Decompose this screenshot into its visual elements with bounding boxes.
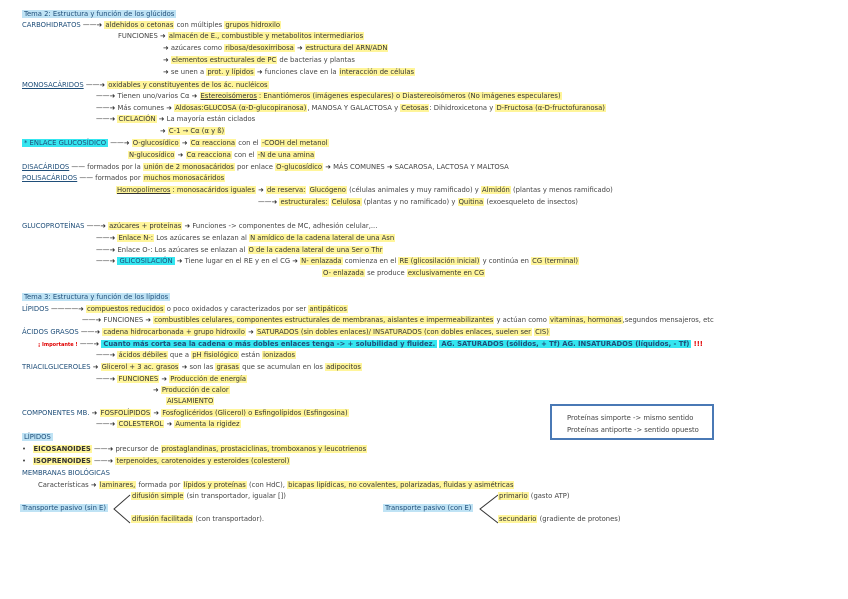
mono-row-3: ——➜ Más comunes ➜ Aldosas:GLUCOSA (α-D-glucopiranosa), MANOSA Y GALACTOSA y Cetosas: Dihidroxicetona y D-Fructosa (α-D-fructofuranosa) bbox=[96, 104, 605, 112]
lipidos-row: LÍPIDOS ————➜ compuestos reducidos o poco oxidados y caracterizados por ser antipáticos bbox=[22, 305, 347, 313]
triacilgliceroles-label: TRIACILGLICEROLES bbox=[22, 363, 91, 371]
arrow-icon: ➜ bbox=[160, 127, 166, 135]
acidos-grasos-row: ÁCIDOS GRASOS ——➜ cadena hidrocarbonada + grupo hidroxilo ➜ SATURADOS (sin dobles enlaces)/ INSATURADOS (con dobles enlaces, suelen ser CIS) bbox=[22, 328, 549, 336]
arrow-icon: ——➜ bbox=[82, 316, 102, 324]
arrow-icon: ——➜ bbox=[258, 198, 278, 206]
arrow-icon: ➜ bbox=[166, 420, 173, 428]
triacilgliceroles-row: TRIACILGLICEROLES ➜ Glicerol + 3 ac. grasos ➜ son las grasas que se acumulan en los adipocitos bbox=[22, 363, 361, 371]
mono-row-5: ➜ C-1 → Cα (α y ß) bbox=[160, 127, 225, 135]
bullet-icon: • bbox=[22, 445, 31, 453]
lipidos-label: LÍPIDOS bbox=[22, 305, 49, 313]
func-row-4: ➜ se unen a prot. y lípidos ➜ funciones clave en la interacción de células bbox=[163, 68, 415, 76]
disacaridos-label: DISACÁRIDOS bbox=[22, 163, 70, 171]
arrow-icon: ➜ bbox=[176, 257, 183, 265]
gluco-row-5: O- enlazada se produce exclusivamente en CG bbox=[323, 269, 485, 277]
carbohidratos-label: CARBOHIDRATOS bbox=[22, 21, 81, 29]
arrow-icon: ➜ bbox=[258, 186, 264, 194]
arrow-icon: ➜ bbox=[163, 56, 169, 64]
arrow-icon: ➜ bbox=[181, 139, 188, 147]
arrow-icon: ——➜ bbox=[82, 21, 103, 29]
gluco-row-4: ——➜ GLICOSILACIÓN ➜ Tiene lugar en el RE y en el CG ➜ N- enlazada comienza en el RE (glicosilación inicial) y continúa en CG (terminal) bbox=[96, 257, 579, 265]
polisacaridos-label: POLISACÁRIDOS bbox=[22, 174, 78, 182]
arrow-icon: ——➜ bbox=[93, 457, 114, 465]
arrow-icon: ➜ bbox=[92, 363, 99, 371]
arrow-icon: ➜ bbox=[158, 115, 165, 123]
arrow-icon: ➜ bbox=[91, 409, 98, 417]
glucoproteinas-row: GLUCOPROTEÍNAS ——➜ azúcares + proteínas ➜ Funciones -> componentes de MC, adhesión celular,... bbox=[22, 222, 378, 230]
isoprenoides-row: • ISOPRENOIDES ——➜ terpenoides, carotenoides y esteroides (colesterol) bbox=[22, 457, 290, 465]
branch-bracket-icon bbox=[112, 492, 132, 526]
arrow-icon: ➜ bbox=[177, 151, 184, 159]
func-row-2: ➜ azúcares como ribosa/desoxirribosa ➜ estructura del ARN/ADN bbox=[163, 44, 388, 52]
componentes-mb-row: COMPONENTES MB. ➜ FOSFOLÍPIDOS ➜ Fosfoglicéridos (Glicerol) o Esfingolípidos (Esfingosina) bbox=[22, 409, 348, 417]
monosacaridos-label: MONOSACÁRIDOS bbox=[22, 81, 84, 89]
tema2-title: Tema 2: Estructura y función de los glúcidos bbox=[24, 10, 175, 18]
arrow-icon: ➜ bbox=[181, 363, 188, 371]
difusion-simple-row: difusión simple (sin transportador, igualar []) bbox=[132, 492, 286, 500]
arrow-icon: ➜ bbox=[163, 68, 169, 76]
arrow-icon: ——➜ bbox=[96, 234, 116, 242]
enlace-row-2: N-glucosídico ➜ Cα reacciona con el -N de una amina bbox=[129, 151, 315, 159]
arrow-icon: ➜ bbox=[325, 163, 331, 171]
arrow-icon: ➜ bbox=[153, 386, 159, 394]
tg-funciones-row: ——➜ FUNCIONES ➜ Producción de energía bbox=[96, 375, 247, 383]
arrow-icon: ➜ bbox=[163, 44, 169, 52]
lipidos-funciones-row: ——➜ FUNCIONES ➜ combustibles celulares, componentes estructurales de membranas, aislantes e impermeabilizantes y actúan como vitaminas, hormonas,segundos mensajeros, etc bbox=[82, 316, 714, 324]
componentes-mb-row-2: ——➜ COLESTEROL ➜ Aumenta la rigidez bbox=[96, 420, 240, 428]
glucoproteinas-label: GLUCOPROTEÍNAS bbox=[22, 222, 85, 230]
branch-bracket-icon bbox=[478, 492, 500, 526]
antiporte-line: Proteínas antiporte -> sentido opuesto bbox=[567, 426, 699, 434]
arrow-icon: ➜ bbox=[153, 409, 160, 417]
bullet-icon: • bbox=[22, 457, 31, 465]
arrow-icon: ——➜ bbox=[96, 104, 116, 112]
carbohidratos-row: CARBOHIDRATOS ——➜ aldehidos o cetonas con múltiples grupos hidroxilo bbox=[22, 21, 281, 29]
arrow-icon: ➜ bbox=[386, 163, 393, 171]
tema3-title: Tema 3: Estructura y función de los lípidos bbox=[24, 293, 169, 301]
arrow-icon: ➜ bbox=[256, 68, 263, 76]
arrow-icon: ——➜ bbox=[96, 115, 116, 123]
arrow-icon: ➜ bbox=[161, 375, 168, 383]
arrow-icon: ——➜ bbox=[85, 81, 106, 89]
arrow-icon: ——➜ bbox=[79, 340, 100, 348]
transporte-con-e-label: Transporte pasivo (con E) bbox=[385, 504, 472, 512]
polisacaridos-row: POLISACÁRIDOS —— formados por muchos monosacáridos bbox=[22, 174, 225, 182]
arrow-icon: ——➜ bbox=[96, 375, 116, 383]
arrow-icon: ——➜ bbox=[96, 92, 116, 100]
gluco-row-2: ——➜ Enlace N-: Los azúcares se enlazan al N amídico de la cadena lateral de una Asn bbox=[96, 234, 395, 242]
importante-label: ¡ Importante ! bbox=[38, 342, 78, 348]
membranas-label: MEMBRANAS BIOLÓGICAS bbox=[22, 469, 110, 477]
tg-funciones-row-3: AISLAMIENTO bbox=[167, 397, 214, 405]
acidos-grasos-row-3: ——➜ ácidos débiles que a pH fisiológico están ionizados bbox=[96, 351, 296, 359]
func-row-3: ➜ elementos estructurales de PC de bacterias y plantas bbox=[163, 56, 355, 64]
proteinas-note-box bbox=[550, 404, 714, 440]
arrow-icon: ——➜ bbox=[110, 139, 130, 147]
arrow-icon: ➜ bbox=[145, 316, 152, 324]
arrow-icon: ——➜ bbox=[93, 445, 114, 453]
enlace-glucosidico-label: * ENLACE GLUCOSÍDICO bbox=[24, 139, 107, 147]
arrow-icon: ➜ bbox=[166, 104, 172, 112]
poli-row-3: ——➜ estructurales: Celulosa (plantas y no ramificado) y Quitina (exoesqueleto de insectos) bbox=[258, 198, 578, 206]
mono-row-2: ——➜ Tienen uno/varios Cα ➜ Estereoisómeros : Enantiómeros (imágenes especulares) o Diastereoisómeros (No imágenes especulares) bbox=[96, 92, 561, 100]
disacaridos-row: DISACÁRIDOS —— formados por la unión de 2 monosacáridos por enlace O-glucosídico ➜ MÁS COMUNES ➜ SACAROSA, LACTOSA Y MALTOSA bbox=[22, 163, 509, 171]
arrow-icon: ——➜ bbox=[86, 222, 106, 230]
arrow-icon: ➜ bbox=[90, 481, 97, 489]
lipidos-2-label: LÍPIDOS bbox=[24, 433, 51, 441]
monosacaridos-row: MONOSACÁRIDOS ——➜ oxidables y constituyentes de los ác. nucléicos bbox=[22, 81, 268, 89]
transporte-sin-e-label: Transporte pasivo (sin E) bbox=[22, 504, 106, 512]
gluco-row-3: ——➜ Enlace O-: Los azúcares se enlazan al O de la cadena lateral de una Ser o Thr bbox=[96, 246, 383, 254]
arrow-icon: ➜ bbox=[191, 92, 198, 100]
arrow-icon: ➜ bbox=[159, 32, 166, 40]
eicosanoides-row: • EICOSANOIDES ——➜ precursor de prostaglandinas, prostaciclinas, tromboxanos y leucotrienos bbox=[22, 445, 367, 453]
componentes-mb-label: COMPONENTES MB. bbox=[22, 409, 90, 417]
arrow-icon: ——➜ bbox=[96, 351, 116, 359]
arrow-icon: —— bbox=[79, 174, 93, 182]
difusion-facilitada-row: difusión facilitada (con transportador). bbox=[132, 515, 265, 523]
poli-row-2: Homopolímeros : monosacáridos iguales ➜ de reserva: Glucógeno (células animales y muy ramificado) y Almidón (plantas y menos ramificado) bbox=[117, 186, 613, 194]
membranas-row bbox=[22, 469, 110, 478]
arrow-icon: ➜ bbox=[248, 328, 254, 336]
arrow-icon: ——➜ bbox=[80, 328, 101, 336]
simporte-line: Proteínas simporte -> mismo sentido bbox=[567, 414, 694, 422]
arrow-icon: ➜ bbox=[292, 257, 298, 265]
arrow-icon: ➜ bbox=[296, 44, 303, 52]
funciones-row: FUNCIONES ➜ almacén de E., combustible y metabolitos intermediarios bbox=[118, 32, 364, 40]
arrow-icon: ————➜ bbox=[50, 305, 84, 313]
arrow-icon: ——➜ bbox=[96, 246, 116, 254]
tg-funciones-row-2: ➜ Producción de calor bbox=[153, 386, 229, 394]
enlace-row-1: * ENLACE GLUCOSÍDICO ——➜ O-glucosídico ➜ Cα reacciona con el -COOH del metanol bbox=[24, 139, 328, 147]
arrow-icon: ➜ bbox=[184, 222, 191, 230]
arrow-icon: —— bbox=[71, 163, 85, 171]
acidos-grasos-row-2: ¡ Importante ! ——➜ Cuanto más corta sea la cadena o más dobles enlaces tenga -> + solubilidad y fluidez. AG. SATURADOS (sólidos, + Tf) AG. INSATURADOS (líquidos, - Tf) !!! bbox=[38, 340, 703, 348]
membranas-caracteristicas-row: Características ➜ laminares, formada por lípidos y proteínas (con HdC), bicapas lipídicas, no covalentes, polarizadas, fluidas y asimétricas bbox=[38, 481, 514, 489]
arrow-icon: ——➜ bbox=[96, 420, 116, 428]
lipidos-2-row bbox=[22, 433, 53, 442]
mono-row-4: ——➜ CICLACIÓN ➜ La mayoría están ciclados bbox=[96, 115, 256, 123]
acidos-grasos-label: ÁCIDOS GRASOS bbox=[22, 328, 79, 336]
primario-row: primario (gasto ATP) bbox=[499, 492, 570, 500]
secundario-row: secundario (gradiente de protones) bbox=[499, 515, 621, 523]
arrow-icon: ——➜ bbox=[96, 257, 116, 265]
